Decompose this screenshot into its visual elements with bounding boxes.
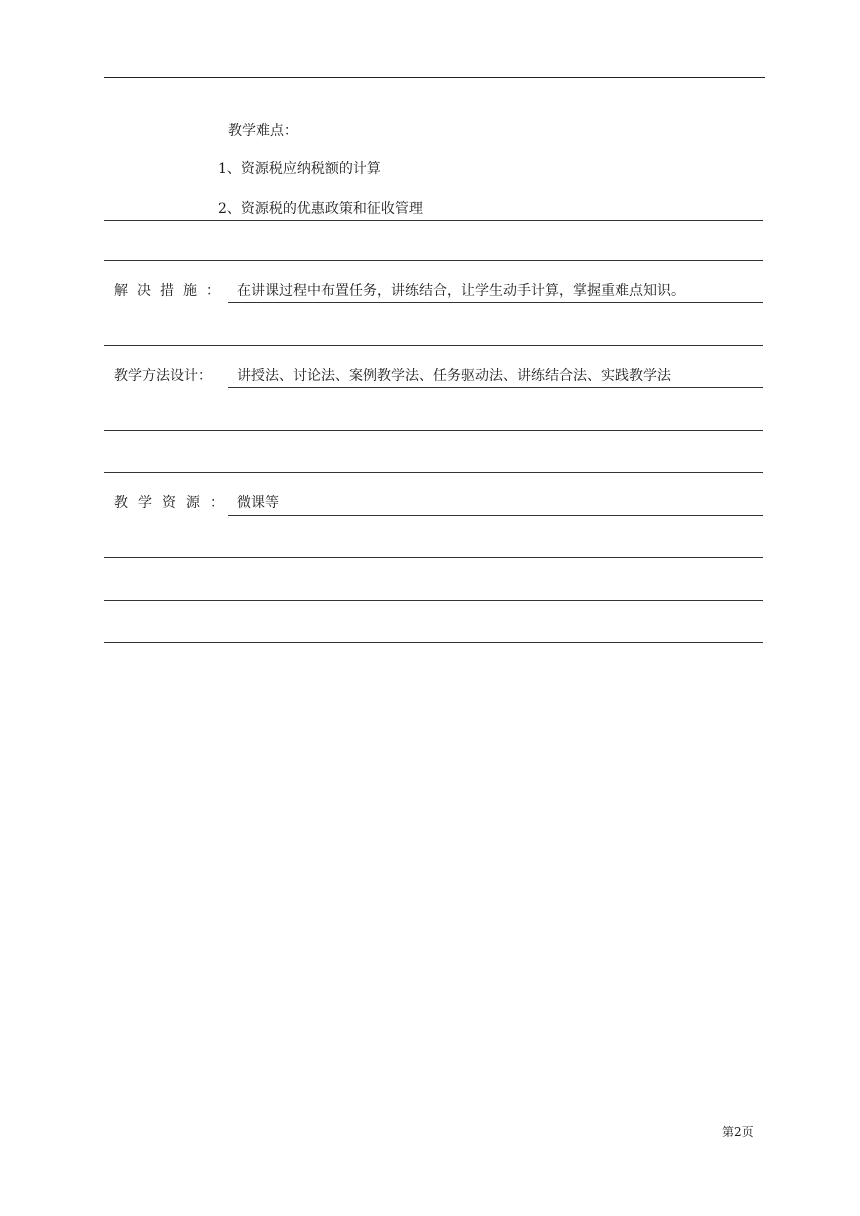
- solution-label: 解决措施：: [114, 283, 229, 299]
- method-label: 教学方法设计：: [114, 368, 212, 384]
- resources-text: 微课等: [237, 495, 279, 511]
- header-rule: [104, 77, 765, 78]
- divider-line: [104, 260, 763, 261]
- resources-label: 教学资源：: [114, 495, 234, 511]
- divider-line: [104, 600, 763, 601]
- difficulty-item: 1、资源税应纳税额的计算: [218, 161, 381, 177]
- solution-text: 在讲课过程中布置任务，讲练结合，让学生动手计算，掌握重难点知识。: [237, 283, 685, 299]
- page-number: 第2页: [722, 1125, 754, 1139]
- underline: [228, 515, 763, 516]
- divider-line: [104, 472, 763, 473]
- divider-line: [104, 642, 763, 643]
- divider-line: [104, 220, 763, 221]
- underline: [228, 302, 763, 303]
- divider-line: [104, 345, 763, 346]
- underline: [228, 387, 763, 388]
- difficulties-heading: 教学难点：: [228, 123, 298, 139]
- divider-line: [104, 557, 763, 558]
- difficulty-item: 2、资源税的优惠政策和征收管理: [218, 201, 423, 217]
- method-text: 讲授法、讨论法、案例教学法、任务驱动法、讲练结合法、实践教学法: [237, 368, 671, 384]
- divider-line: [104, 430, 763, 431]
